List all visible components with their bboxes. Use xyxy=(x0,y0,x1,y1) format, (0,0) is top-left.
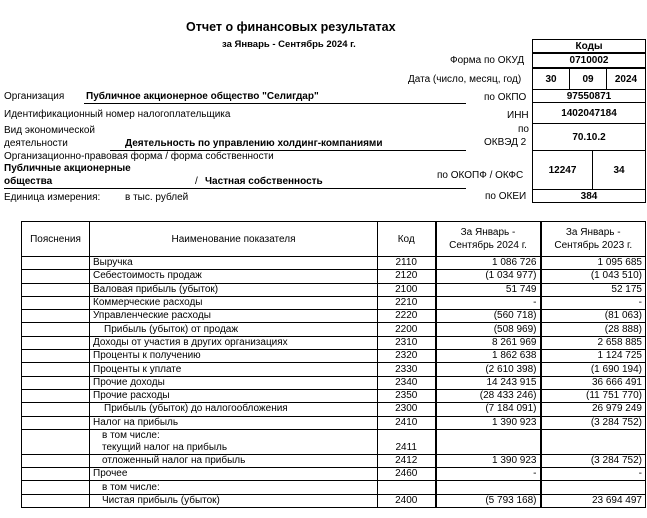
notes-cell xyxy=(22,481,90,494)
notes-cell xyxy=(22,257,90,270)
row-current: (28 433 246) xyxy=(436,389,541,402)
row-name: в том числе: xyxy=(90,481,378,494)
row-name: Прочие расходы xyxy=(90,389,378,402)
row-previous: 1 095 685 xyxy=(541,257,646,270)
row-previous: (1 043 510) xyxy=(541,270,646,283)
okpo-code: 97550871 xyxy=(532,89,646,103)
row-name: отложенный налог на прибыль xyxy=(90,454,378,467)
notes-cell xyxy=(22,283,90,296)
unit-label: Единица измерения: xyxy=(4,192,101,203)
row-current: 1 390 923 xyxy=(436,454,541,467)
notes-cell xyxy=(22,363,90,376)
report-period: за Январь - Сентябрь 2024 г. xyxy=(222,39,356,50)
financial-results-table xyxy=(21,221,646,508)
notes-cell xyxy=(22,336,90,349)
okud-code: 0710002 xyxy=(532,53,646,68)
date-year: 2024 xyxy=(606,68,646,90)
row-code: 2120 xyxy=(378,270,436,283)
header-notes: Пояснения xyxy=(22,222,90,257)
table-row xyxy=(22,310,646,323)
row-previous: 23 694 497 xyxy=(541,494,646,507)
row-name: Чистая прибыль (убыток) xyxy=(90,494,378,507)
row-previous: (81 063) xyxy=(541,310,646,323)
table-row xyxy=(22,454,646,467)
notes-cell xyxy=(22,429,90,454)
row-current: (2 610 398) xyxy=(436,363,541,376)
row-current: 51 749 xyxy=(436,283,541,296)
notes-cell xyxy=(22,454,90,467)
okopf-code: 12247 xyxy=(532,150,593,190)
row-code: 2100 xyxy=(378,283,436,296)
row-name: Управленческие расходы xyxy=(90,310,378,323)
row-previous: (3 284 752) xyxy=(541,454,646,467)
row-subname: текущий налог на прибыль xyxy=(102,441,228,453)
row-previous xyxy=(541,429,646,454)
row-code: 2411 xyxy=(378,429,436,454)
row-code: 2220 xyxy=(378,310,436,323)
row-previous: - xyxy=(541,296,646,309)
org-underline xyxy=(84,103,466,104)
row-previous: 1 124 725 xyxy=(541,350,646,363)
header-previous-period xyxy=(541,222,646,257)
inn-code: 1402047184 xyxy=(532,102,646,124)
date-month: 09 xyxy=(569,68,607,90)
row-previous: (28 888) xyxy=(541,323,646,336)
okei-label: по ОКЕИ xyxy=(485,191,527,202)
okfs-code: 34 xyxy=(592,150,646,190)
table-row xyxy=(22,429,646,454)
row-current: - xyxy=(436,296,541,309)
row-current: 1 390 923 xyxy=(436,416,541,429)
row-name: Прочие доходы xyxy=(90,376,378,389)
header-previous-line-1: За Январь - xyxy=(565,227,621,238)
row-name: Себестоимость продаж xyxy=(90,270,378,283)
table-row xyxy=(22,323,646,336)
date-label: Дата (число, месяц, год) xyxy=(408,74,522,85)
notes-cell xyxy=(22,494,90,507)
form-label: Организационно-правовая форма / форма собственности xyxy=(4,151,274,162)
notes-cell xyxy=(22,350,90,363)
codes-header: Коды xyxy=(532,39,646,53)
table-row xyxy=(22,350,646,363)
row-name: Проценты к получению xyxy=(90,350,378,363)
row-previous: (11 751 770) xyxy=(541,389,646,402)
row-name xyxy=(90,429,378,454)
row-code: 2410 xyxy=(378,416,436,429)
row-name: Прибыль (убыток) от продаж xyxy=(90,323,378,336)
row-current: (5 793 168) xyxy=(436,494,541,507)
row-previous: 26 979 249 xyxy=(541,403,646,416)
notes-cell xyxy=(22,270,90,283)
table-row xyxy=(22,376,646,389)
row-previous: 36 666 491 xyxy=(541,376,646,389)
table-row xyxy=(22,416,646,429)
row-current: - xyxy=(436,468,541,481)
row-code: 2110 xyxy=(378,257,436,270)
date-day: 30 xyxy=(532,68,570,90)
row-name: Валовая прибыль (убыток) xyxy=(90,283,378,296)
activity-label-1: Вид экономической xyxy=(4,125,95,136)
header-current-period xyxy=(436,222,541,257)
form-value-1: Публичные акционерные xyxy=(4,163,131,174)
org-name: Публичное акционерное общество "Селигдар" xyxy=(86,91,319,102)
table-row xyxy=(22,494,646,507)
row-code: 2320 xyxy=(378,350,436,363)
row-name: Доходы от участия в других организациях xyxy=(90,336,378,349)
okved-label-2: ОКВЭД 2 xyxy=(484,137,527,148)
row-previous: 2 658 885 xyxy=(541,336,646,349)
row-current xyxy=(436,481,541,494)
row-previous: (3 284 752) xyxy=(541,416,646,429)
row-name: Коммерческие расходы xyxy=(90,296,378,309)
activity-value: Деятельность по управлению холдинг-компаниями xyxy=(125,138,383,149)
table-header-row xyxy=(22,222,646,257)
row-code: 2460 xyxy=(378,468,436,481)
row-code: 2310 xyxy=(378,336,436,349)
header-code: Код xyxy=(378,222,436,257)
row-current: 14 243 915 xyxy=(436,376,541,389)
row-current: 1 862 638 xyxy=(436,350,541,363)
form-separator: / xyxy=(195,176,198,187)
notes-cell xyxy=(22,389,90,402)
org-label: Организация xyxy=(4,91,65,102)
table-row xyxy=(22,481,646,494)
okei-code: 384 xyxy=(532,189,646,203)
row-code: 2340 xyxy=(378,376,436,389)
row-current: (1 034 977) xyxy=(436,270,541,283)
row-code: 2400 xyxy=(378,494,436,507)
okved-label-1: по xyxy=(518,124,529,135)
row-code: 2412 xyxy=(378,454,436,467)
table-row xyxy=(22,336,646,349)
row-current: (508 969) xyxy=(436,323,541,336)
notes-cell xyxy=(22,468,90,481)
row-current: 1 086 726 xyxy=(436,257,541,270)
inn-code-label: ИНН xyxy=(507,110,529,121)
table-row xyxy=(22,468,646,481)
table-row xyxy=(22,389,646,402)
row-name: Прочее xyxy=(90,468,378,481)
notes-cell xyxy=(22,323,90,336)
okud-label: Форма по ОКУД xyxy=(450,55,525,66)
row-code: 2210 xyxy=(378,296,436,309)
header-name: Наименование показателя xyxy=(90,222,378,257)
header-current-line-1: За Январь - xyxy=(460,227,516,238)
row-current xyxy=(436,429,541,454)
table-row xyxy=(22,257,646,270)
form-underline xyxy=(4,188,466,189)
row-subheading: в том числе: xyxy=(102,429,160,441)
notes-cell xyxy=(22,403,90,416)
row-code: 2300 xyxy=(378,403,436,416)
row-code xyxy=(378,481,436,494)
report-title: Отчет о финансовых результатах xyxy=(186,20,396,34)
header-current-line-2: Сентябрь 2024 г. xyxy=(449,240,527,251)
row-code: 2200 xyxy=(378,323,436,336)
table-row xyxy=(22,296,646,309)
row-current: (7 184 091) xyxy=(436,403,541,416)
row-previous: - xyxy=(541,468,646,481)
row-name: Проценты к уплате xyxy=(90,363,378,376)
okved-code: 70.10.2 xyxy=(532,123,646,151)
table-row xyxy=(22,283,646,296)
activity-label-2: деятельности xyxy=(4,138,68,149)
table-row xyxy=(22,403,646,416)
row-name: Выручка xyxy=(90,257,378,270)
row-name: Налог на прибыль xyxy=(90,416,378,429)
notes-cell xyxy=(22,416,90,429)
row-current: 8 261 969 xyxy=(436,336,541,349)
table-row xyxy=(22,270,646,283)
row-code: 2330 xyxy=(378,363,436,376)
header-previous-line-2: Сентябрь 2023 г. xyxy=(554,240,633,251)
row-previous xyxy=(541,481,646,494)
notes-cell xyxy=(22,376,90,389)
ownership-value: Частная собственность xyxy=(205,176,323,187)
row-previous: 52 175 xyxy=(541,283,646,296)
unit-value: в тыс. рублей xyxy=(125,192,189,203)
row-current: (560 718) xyxy=(436,310,541,323)
row-name: Прибыль (убыток) до налогообложения xyxy=(90,403,378,416)
okpo-label: по ОКПО xyxy=(484,92,527,103)
table-row xyxy=(22,363,646,376)
form-value-2: общества xyxy=(4,176,53,187)
notes-cell xyxy=(22,310,90,323)
row-code: 2350 xyxy=(378,389,436,402)
okopf-label: по ОКОПФ / ОКФС xyxy=(437,170,524,181)
inn-label: Идентификационный номер налогоплательщика xyxy=(4,109,231,120)
notes-cell xyxy=(22,296,90,309)
row-previous: (1 690 194) xyxy=(541,363,646,376)
